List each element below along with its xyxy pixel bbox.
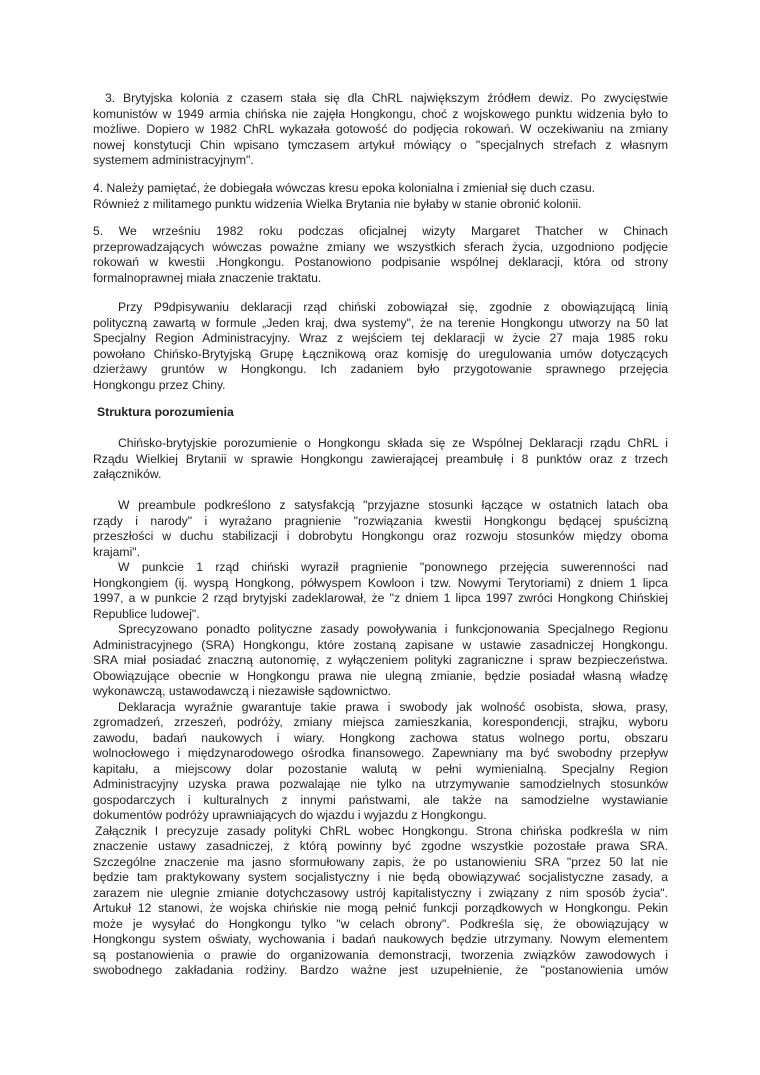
text-line: Artukuł 12 stanowi, że wojska chińskie nie mogą pełnić funkcji porządkowych w Hongkongu. Pekin (93, 901, 668, 916)
text-line: krajami". (93, 544, 140, 559)
text-line: Chińsko-brytyjskie porozumienie o Hongkongu składa się ze Wspólnej Deklaracji rządu ChRL i (118, 436, 668, 451)
text-line: systemem administracyjnym". (93, 153, 254, 168)
text-line: 4. Należy pamiętać, że dobiegała wówczas kresu epoka kolonialna i zmieniał się duch czasu. (93, 181, 595, 196)
text-line: gospodarczych i kulturalnych z innymi państwami, ale także na samodzielne wystawianie (93, 792, 668, 807)
text-line: wolnocłowego i międzynarodowego ośrodka finansowego. Zapewniany ma być swobodny przepływ (93, 746, 668, 761)
text-line: zawodu, badań naukowych i wiary. Hongkong zachowa status wolnego portu, obszaru (93, 730, 668, 745)
text-line: załączników. (93, 467, 162, 482)
text-line: formalnoprawnej miała znaczenie traktatu. (93, 270, 322, 285)
text-line: przeszłości w duchu stabilizacji i dobrobytu Hongkongu oraz rozwoju stosunków między oboma (93, 529, 668, 544)
text-line: będzie tam praktykowany system socjalistyczny i nie będą obowiązywać socjalistyczne zasady, a (93, 870, 668, 885)
text-line: Załącznik I precyzuje zasady polityki ChRL wobec Hongkongu. Strona chińska podkreśla w nim (95, 823, 668, 838)
text-line: Sprecyzowano ponadto polityczne zasady powoływania i funkcjonowania Specjalnego Regionu (118, 622, 668, 637)
text-line: możliwe. Dopiero w 1982 ChRL wykazała gotowość do podjęcia rokowań. W oczekiwaniu na zmiany (93, 122, 668, 137)
text-line: nowej konstytucji Chin wpisano tymczasem artykuł mówiący o "specjalnych strefach z własnym (93, 137, 668, 152)
text-line: Deklaracja wyraźnie gwarantuje takie prawa i swobody jak wolność osobista, słowa, prasy, (118, 699, 668, 714)
text-line: dokumentów podróży uprawniających do wjazdu i wyjazdu z Hongkongu. (93, 808, 487, 823)
text-line: Hongkongiem (ij. wyspą Hongkong, półwyspem Kowloon i tzw. Nowymi Terytoriami) z dniem 1 lipca (93, 575, 668, 590)
text-line: Również z militamego punktu widzenia Wielka Brytania nie byłaby w stanie obronić kolonii. (93, 196, 582, 211)
text-line: znaczenie ustawy zasadniczej, z którą powinny być zgodne wszystkie pozostałe prawa SRA. (93, 839, 668, 854)
text-line: powołano Chińsko-Brytyjską Grupę Łącznikową oraz komisję do uregulowania umów dotyczących (93, 346, 668, 361)
text-line: zarazem nie ulegnie zmianie dotychczasowy ustrój kapitalistyczny i związany z nim sposób życia". (93, 885, 668, 900)
text-line: rokowań w kwestii .Hongkongu. Postanowiono podpisanie wspólnej deklaracji, która od strony (93, 255, 668, 270)
text-line: Szczególne znaczenie ma jasno sformułowany zapis, że po ustanowieniu SRA "przez 50 lat nie (93, 854, 668, 869)
text-line: Administracyjny uzyska prawa pozwalająe nie tylko na utrzymywanie samodzielnych stosunków (93, 777, 668, 792)
text-line: 1997, a w punkcie 2 rząd brytyjski zadeklarował, że "z dniem 1 lipca 1997 zwróci Hongkong Chińskiej (93, 591, 668, 606)
text-line: kapitału, a miejscowy dolar pozostanie walutą w pełni wymienialną. Specjalny Region (93, 761, 668, 776)
text-line: swobodnego zakładania rodżiny. Bardzo ważne jest uzupełnienie, że "postanowienia umów (93, 963, 668, 978)
text-line: 3. Brytyjska kolonia z czasem stała się dla ChRL największym źródłem dewiz. Po zwycięstwie (105, 91, 668, 106)
text-line: rządy i narody" i wyrażano pragnienie "rozwiązania kwestii Hongkongu będącej spuścizną (93, 513, 668, 528)
text-line: może je wysyłać do Hongkongu tylko "w celach obrony". Podkreśla się, że obowiązujący w (93, 916, 668, 931)
text-line: W punkcie 1 rząd chiński wyraził pragnienie "ponownego przejęcia suwerenności nad (118, 560, 668, 575)
section-heading: Struktura porozumienia (97, 405, 234, 419)
text-line: Administracyjnego (SRA) Hongkongu, które zostaną zapisane w ustawie zasadniczej Hongkongu. (93, 637, 668, 652)
text-line: Przy P9dpisywaniu deklaracji rząd chiński zobowiązał się, zgodnie z obowiązującą linią (118, 300, 668, 315)
text-line: wykonawczą, ustawodawczą i niezawisłe sądownictwo. (93, 684, 392, 699)
text-line: polityczną zawartą w formule „Jeden kraj, dwa systemy", że na terenie Hongkongu utworzy na 50 lat (93, 315, 668, 330)
text-line: są postanowienia o prawie do organizowania demonstracji, tworzenia związków zawodowych i (93, 947, 668, 962)
text-line: przeprowadzających wówczas poważne zmiany we wszystkich sferach życia, uzgodniono podjęcie (93, 239, 668, 254)
text-line: Rządu Wielkiej Brytanii w sprawie Hongkongu zawierającej preambułę i 8 punktów oraz z trzech (93, 451, 668, 466)
text-line: Republice ludowej". (93, 606, 200, 621)
text-line: Hongkongu system oświaty, wychowania i badań naukowych będzie utrzymany. Nowym elementem (93, 932, 668, 947)
text-line: Specjalny Region Administracyjny. Wraz z wejściem tej deklaracji w życie 27 maja 1985 roku (93, 331, 668, 346)
text-line: 5. We wrześniu 1982 roku podczas oficjalnej wizyty Margaret Thatcher w Chinach (93, 224, 668, 239)
text-line: W preambule podkreślono z satysfakcją "przyjazne stosunki łączące w ostatnich latach oba (118, 498, 668, 513)
text-line: SRA miał posiadać znaczną autonomię, z wyłączeniem polityki zagraniczne i spraw bezpieczeństwa. (93, 653, 668, 668)
text-line: Obowiązujące obecnie w Hongkongu prawa nie ulegną zmianie, będzie posiadał własną władzę (93, 668, 668, 683)
text-line: zgromadzeń, zrzeszeń, podróży, zmiany miejsca zamieszkania, korespondencji, strajku, wyboru (93, 715, 668, 730)
text-line: dzierżawy gruntów w Hongkongu. Ich zadaniem było przygotowanie sprawnego przejęcia (93, 362, 668, 377)
text-line: komunistów w 1949 armia chińska nie zajęła Hongkongu, choć z wojskowego punktu widzenia było to (93, 106, 668, 121)
text-line: Hongkongu przez Chiny. (93, 377, 226, 392)
